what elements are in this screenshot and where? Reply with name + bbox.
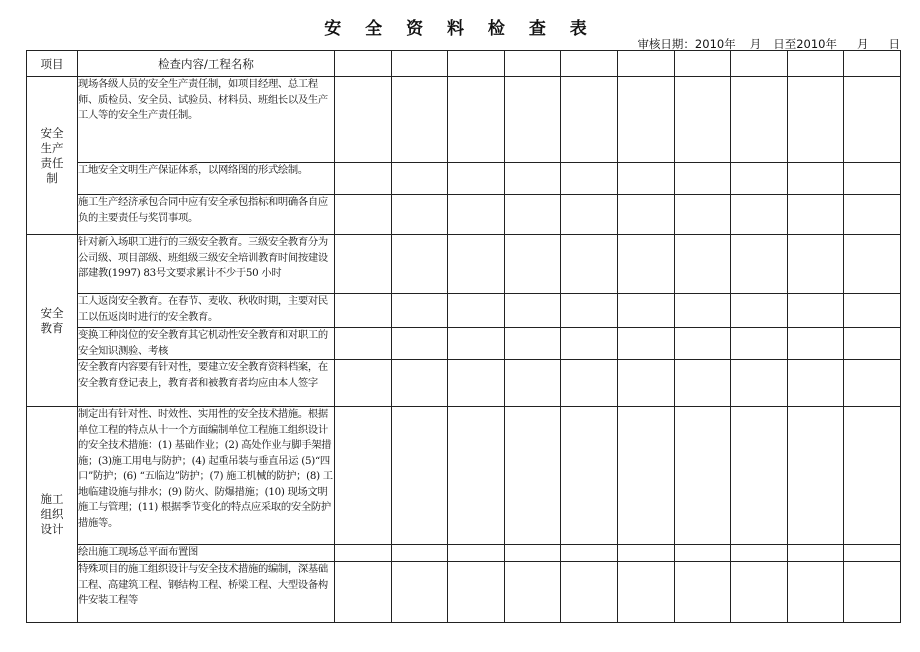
check-result-cell[interactable] [787, 235, 844, 294]
check-result-cell[interactable] [448, 545, 505, 562]
category-cell [27, 77, 78, 235]
check-result-cell[interactable] [787, 562, 844, 623]
header-project-cell [731, 51, 788, 77]
check-result-cell[interactable] [504, 545, 561, 562]
check-result-cell[interactable] [561, 328, 618, 360]
check-result-cell[interactable] [448, 163, 505, 195]
table-row [27, 545, 901, 562]
check-result-cell[interactable] [731, 328, 788, 360]
header-item: 项目 [27, 51, 78, 77]
check-result-cell[interactable] [617, 328, 674, 360]
check-result-cell[interactable] [391, 163, 448, 195]
check-result-cell[interactable] [391, 77, 448, 163]
check-content-cell: 绘出施工现场总平面布置图 [78, 545, 335, 562]
check-result-cell[interactable] [504, 163, 561, 195]
check-result-cell[interactable] [391, 294, 448, 328]
header-project-cell [561, 51, 618, 77]
category-label: 施工组织设计 [40, 492, 64, 536]
check-result-cell[interactable] [561, 407, 618, 545]
header-project-cell [617, 51, 674, 77]
check-result-cell[interactable] [674, 195, 731, 235]
check-result-cell[interactable] [448, 360, 505, 407]
check-result-cell[interactable] [335, 235, 392, 294]
check-result-cell[interactable] [335, 328, 392, 360]
check-result-cell[interactable] [787, 360, 844, 407]
check-result-cell[interactable] [674, 562, 731, 623]
header-project-cell [504, 51, 561, 77]
check-result-cell[interactable] [844, 195, 901, 235]
check-result-cell[interactable] [448, 562, 505, 623]
check-result-cell[interactable] [617, 407, 674, 545]
check-result-cell[interactable] [617, 545, 674, 562]
check-result-cell[interactable] [448, 328, 505, 360]
table-row [27, 562, 901, 623]
check-content-cell: 制定出有针对性、时效性、实用性的安全技术措施。根据单位工程的特点从十一个方面编制单位工程施工组织设计的安全技术措施：(1) 基础作业；(2) 高处作业与脚手架措施；(3)施工用电与防护；(4) 起重吊装与垂直吊运 (5)“四口”防护；(6) “五临边”防护；(7) 施工机械的防护；(8) 工地临建设施与排水；(9) 防火、防爆措施；(10) 现场文明施工与管理；(11) 根据季节变化的特点应采取的安全防护措施等。 [78, 407, 335, 545]
check-result-cell[interactable] [731, 407, 788, 545]
check-result-cell[interactable] [504, 235, 561, 294]
table-row [27, 407, 901, 545]
check-result-cell[interactable] [561, 562, 618, 623]
check-result-cell[interactable] [787, 77, 844, 163]
check-result-cell[interactable] [335, 195, 392, 235]
check-result-cell[interactable] [391, 562, 448, 623]
category-label: 安全教育 [40, 305, 64, 335]
table-row [27, 163, 901, 195]
check-result-cell[interactable] [787, 545, 844, 562]
check-result-cell[interactable] [731, 360, 788, 407]
check-result-cell[interactable] [731, 77, 788, 163]
check-result-cell[interactable] [335, 294, 392, 328]
check-result-cell[interactable] [674, 163, 731, 195]
check-result-cell[interactable] [561, 77, 618, 163]
check-content-cell: 工人返岗安全教育。在春节、麦收、秋收时期，主要对民工以伍返岗时进行的安全教育。 [78, 294, 335, 328]
check-result-cell[interactable] [335, 77, 392, 163]
check-result-cell[interactable] [335, 545, 392, 562]
header-project-cell [787, 51, 844, 77]
check-result-cell[interactable] [674, 294, 731, 328]
check-content-cell: 变换工种岗位的安全教育其它机动性安全教育和对职工的安全知识测验、考核 [78, 328, 335, 360]
check-content-cell: 施工生产经济承包合同中应有安全承包指标和明确各自应负的主要责任与奖罚事项。 [78, 195, 335, 235]
check-result-cell[interactable] [617, 77, 674, 163]
check-result-cell[interactable] [391, 545, 448, 562]
check-result-cell[interactable] [504, 328, 561, 360]
check-result-cell[interactable] [391, 360, 448, 407]
check-content-cell: 工地安全文明生产保证体系，以网络图的形式绘制。 [78, 163, 335, 195]
check-result-cell[interactable] [844, 545, 901, 562]
page-title: 安 全 资 料 检 查 表 [324, 19, 596, 39]
audit-day-2: 日 [888, 37, 900, 51]
audit-day-1: 日至2010年 [773, 37, 837, 51]
check-result-cell[interactable] [731, 562, 788, 623]
check-result-cell[interactable] [335, 407, 392, 545]
header-project-cell [391, 51, 448, 77]
header-project-cell [448, 51, 505, 77]
check-result-cell[interactable] [617, 562, 674, 623]
check-result-cell[interactable] [844, 407, 901, 545]
check-result-cell[interactable] [504, 562, 561, 623]
check-result-cell[interactable] [504, 195, 561, 235]
check-result-cell[interactable] [787, 163, 844, 195]
check-result-cell[interactable] [561, 545, 618, 562]
table-row [27, 235, 901, 294]
check-result-cell[interactable] [448, 294, 505, 328]
category-label: 安全生产责任制 [40, 125, 64, 185]
check-content-cell: 安全教育内容要有针对性，要建立安全教育资料档案，在安全教育登记表上，教育者和被教育者均应由本人签字 [78, 360, 335, 407]
audit-month-2: 月 [857, 37, 869, 51]
check-result-cell[interactable] [504, 407, 561, 545]
check-result-cell[interactable] [617, 163, 674, 195]
check-result-cell[interactable] [787, 195, 844, 235]
check-result-cell[interactable] [731, 195, 788, 235]
check-result-cell[interactable] [448, 195, 505, 235]
check-result-cell[interactable] [731, 545, 788, 562]
check-result-cell[interactable] [391, 407, 448, 545]
check-result-cell[interactable] [448, 407, 505, 545]
inspection-table [26, 50, 901, 623]
check-result-cell[interactable] [617, 235, 674, 294]
check-result-cell[interactable] [504, 294, 561, 328]
check-result-cell[interactable] [335, 360, 392, 407]
check-result-cell[interactable] [391, 195, 448, 235]
check-result-cell[interactable] [674, 328, 731, 360]
check-result-cell[interactable] [391, 328, 448, 360]
check-result-cell[interactable] [844, 328, 901, 360]
check-result-cell[interactable] [674, 545, 731, 562]
check-result-cell[interactable] [731, 163, 788, 195]
check-result-cell[interactable] [504, 360, 561, 407]
audit-month-1: 月 [749, 37, 762, 51]
header-project-cell [844, 51, 901, 77]
category-cell [27, 407, 78, 623]
table-row [27, 195, 901, 235]
check-result-cell[interactable] [391, 235, 448, 294]
table-row [27, 294, 901, 328]
check-result-cell[interactable] [844, 163, 901, 195]
check-result-cell[interactable] [617, 195, 674, 235]
check-content-cell: 特殊项目的施工组织设计与安全技术措施的编制，深基础工程、高建筑工程、钢结构工程、桥梁工程、大型设备构件安装工程等 [78, 562, 335, 623]
check-result-cell[interactable] [787, 328, 844, 360]
header-project-cell [674, 51, 731, 77]
check-result-cell[interactable] [448, 235, 505, 294]
check-result-cell[interactable] [844, 77, 901, 163]
table-row [27, 360, 901, 407]
check-result-cell[interactable] [617, 360, 674, 407]
check-result-cell[interactable] [844, 562, 901, 623]
check-result-cell[interactable] [448, 77, 505, 163]
check-result-cell[interactable] [617, 294, 674, 328]
check-result-cell[interactable] [561, 163, 618, 195]
check-content-cell: 现场各级人员的安全生产责任制，如项目经理、总工程师、质检员、安全员、试验员、材料员、班组长以及生产工人等的安全生产责任制。 [78, 77, 335, 163]
check-result-cell[interactable] [787, 407, 844, 545]
check-result-cell[interactable] [674, 77, 731, 163]
check-result-cell[interactable] [731, 235, 788, 294]
check-result-cell[interactable] [561, 360, 618, 407]
check-result-cell[interactable] [787, 294, 844, 328]
header-content: 检查内容/工程名称 [78, 51, 335, 77]
check-result-cell[interactable] [674, 360, 731, 407]
check-result-cell[interactable] [561, 195, 618, 235]
table-header-row [27, 51, 901, 77]
check-result-cell[interactable] [561, 294, 618, 328]
audit-date-label: 审核日期：2010年 [637, 37, 736, 51]
check-result-cell[interactable] [561, 235, 618, 294]
check-result-cell[interactable] [844, 360, 901, 407]
table-row [27, 328, 901, 360]
check-result-cell[interactable] [674, 235, 731, 294]
table-row [27, 77, 901, 163]
check-result-cell[interactable] [335, 163, 392, 195]
header-project-cell [335, 51, 392, 77]
check-result-cell[interactable] [674, 407, 731, 545]
check-content-cell: 针对新入场职工进行的三级安全教育。三级安全教育分为公司级、项目部级、班组级三级安全培训教育时间按建设部建教(1997) 83号文要求累计不少于50 小时 [78, 235, 335, 294]
check-result-cell[interactable] [504, 77, 561, 163]
category-cell [27, 235, 78, 407]
check-result-cell[interactable] [335, 562, 392, 623]
check-result-cell[interactable] [731, 294, 788, 328]
check-result-cell[interactable] [844, 294, 901, 328]
check-result-cell[interactable] [844, 235, 901, 294]
